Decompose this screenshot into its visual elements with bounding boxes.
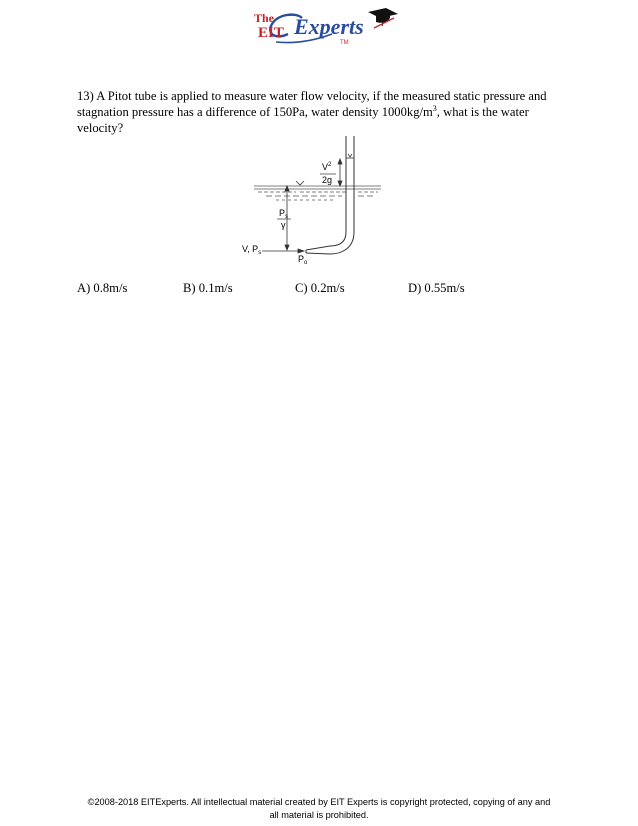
question-text	[77, 88, 567, 136]
logo-trademark: TM	[340, 40, 349, 46]
eit-experts-logo	[236, 4, 406, 48]
question-superscript: 3	[432, 103, 437, 113]
graduation-cap-icon	[368, 8, 398, 28]
copyright-footer	[60, 796, 578, 822]
water-surface	[254, 186, 381, 200]
answer-option-c[interactable]: C) 0.2m/s	[295, 281, 345, 295]
footer-line-2: all material is prohibited.	[269, 810, 369, 820]
footer-line-1: ©2008-2018 EITExperts. All intellectual material created by EIT Experts is copyright protected, copying of any and	[87, 797, 551, 807]
flow-arrow	[262, 249, 304, 253]
logo-text-the: The	[254, 11, 275, 25]
flow-label: V, $P_s$	[242, 244, 262, 256]
velocity-head-denominator: 2g	[322, 175, 333, 185]
answer-option-a[interactable]: A) 0.8m/s	[77, 281, 128, 295]
velocity-head-label: $V^2$	[322, 162, 332, 172]
logo-text-eit: EIT	[258, 25, 284, 41]
stagnation-label: $P_o$	[298, 254, 308, 264]
answer-option-b[interactable]: B) 0.1m/s	[183, 281, 233, 295]
pitot-tube	[306, 136, 354, 254]
question-body: 13) A Pitot tube is applied to measure water flow velocity, if the measured static pressure and stagnation pressure has a difference of 150Pa, water density 1000kg/m	[77, 89, 547, 119]
logo-text-experts: Experts	[294, 14, 364, 39]
static-head-label: $P_s$	[279, 208, 289, 220]
static-head-gamma: γ	[281, 220, 286, 230]
pitot-tube-diagram	[236, 134, 386, 264]
answer-choices	[0, 281, 638, 299]
question-body-end: , what is the water velocity?	[77, 105, 529, 135]
answer-option-d[interactable]: D) 0.55m/s	[408, 281, 465, 295]
velocity-head-arrow	[338, 159, 342, 186]
